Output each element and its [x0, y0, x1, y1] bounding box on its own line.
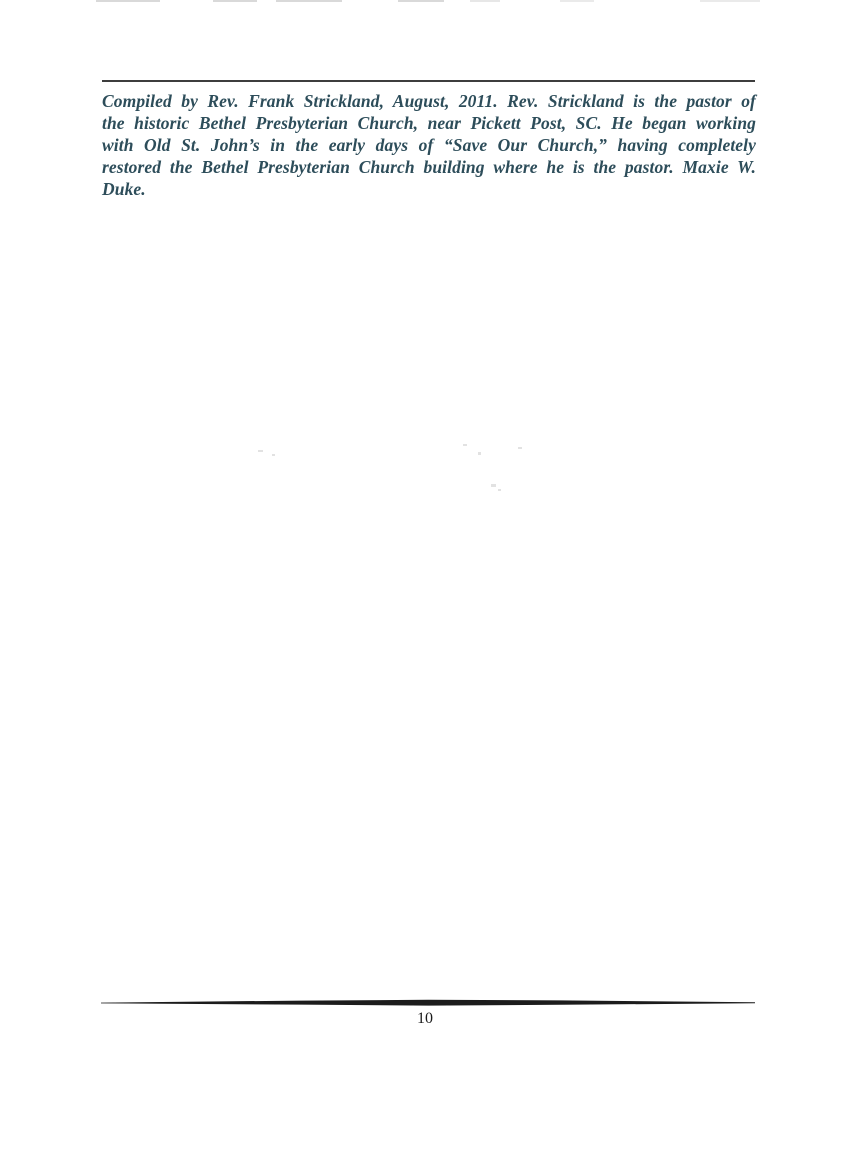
scan-edge-artifact: [213, 0, 257, 2]
header-rule: [102, 80, 755, 82]
scan-speck: [478, 452, 481, 455]
scan-speck: [258, 450, 263, 452]
scan-edge-artifact: [276, 0, 342, 2]
scan-edge-artifact: [700, 0, 760, 2]
scan-speck: [498, 489, 501, 491]
attribution-line: the historic Bethel Presbyterian Church, near Pickett Post, SC. He began working: [102, 113, 756, 133]
page-number: 10: [417, 1010, 433, 1027]
scan-speck: [272, 454, 275, 456]
scan-speck: [463, 444, 467, 446]
scan-speck: [518, 447, 522, 449]
attribution-line: with Old St. John’s in the early days of “Save Our Church,” having completely: [102, 135, 756, 155]
footer-rule: [101, 999, 755, 1007]
attribution-paragraph: [102, 90, 756, 200]
scan-edge-artifact: [96, 0, 160, 2]
scan-edge-artifact: [560, 0, 594, 2]
attribution-line: Compiled by Rev. Frank Strickland, August, 2011. Rev. Strickland is the pastor of: [102, 91, 756, 111]
attribution-line: restored the Bethel Presbyterian Church building where he is the pastor. Maxie W.: [102, 157, 756, 177]
attribution-line: Duke.: [102, 179, 146, 199]
scan-edge-artifact: [398, 0, 444, 2]
scan-speck: [491, 484, 496, 487]
scan-edge-artifact: [470, 0, 500, 2]
